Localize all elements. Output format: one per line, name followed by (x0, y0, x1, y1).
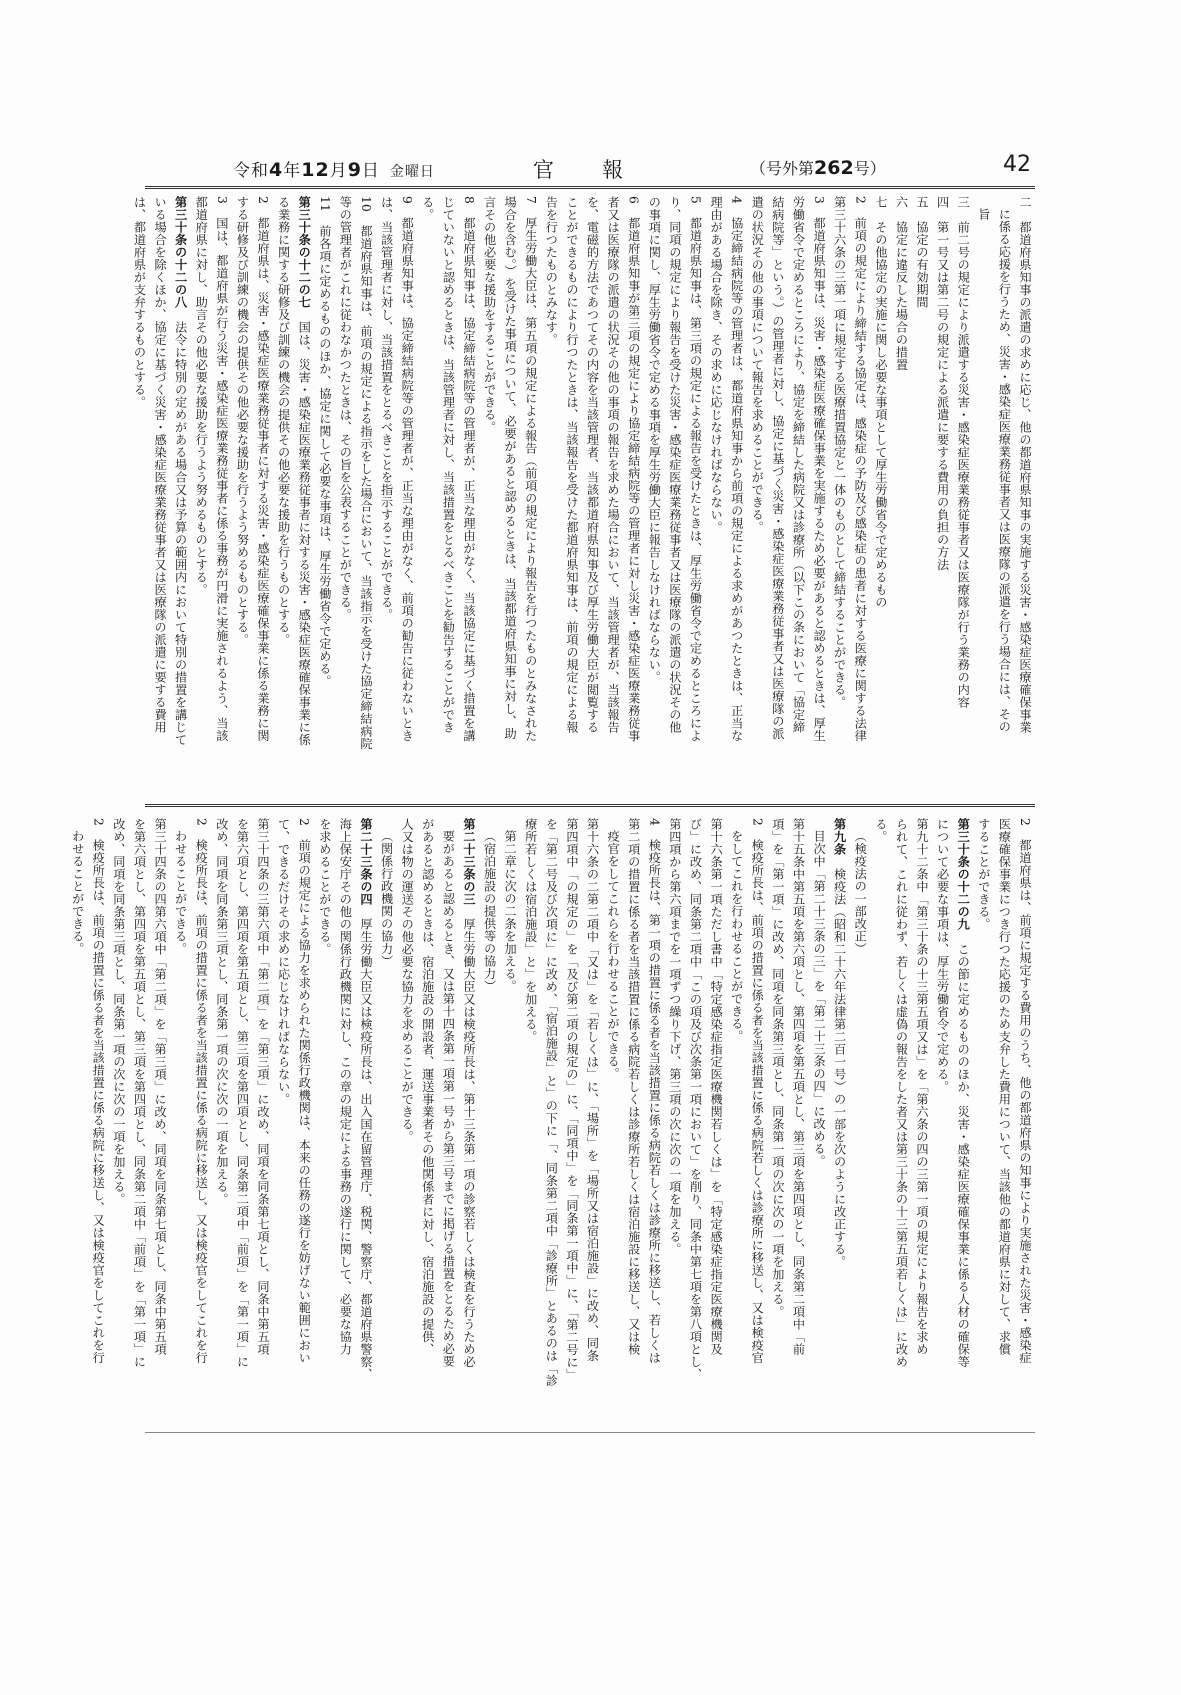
article-heading: 第九条 (832, 818, 847, 856)
text-line: られて、これに従わず、若しくは虚偽の報告をした者又は第三十条の十三第五項若しくは」に改め (894, 818, 909, 1368)
text-line (953, 818, 974, 1428)
text-line: 4 検疫所長は、第一項の措置に係る者を当該措置に係る病院若しくは診療所に移送し、若しくは (647, 818, 662, 1364)
page-header (145, 150, 1035, 189)
article-heading: 第二十三条の四 (359, 818, 373, 906)
text-line: び」に改め、同条第二項中「この項及び次条第一項において」を削り、同条中第七項を第八項とし、 (688, 818, 703, 1381)
text-line: 結病院等」という。）の管理者に対し、協定に基づく災害・感染症医療業務従事者又は医療隊の派 (770, 196, 785, 740)
text-line: を第六項とし、第四項を第五項とし、第三項を第四項とし、同条第二項中「前項」を「第一項」に (132, 818, 147, 1368)
text-line: 2 検疫所長は、前項の措置に係る者を当該措置に係る病院若しくは診療所に移送し、又は検疫官 (750, 818, 765, 1364)
text-line: る業務に関する研修及び訓練の機会の提供その他必要な援助を行うものとする。 (276, 196, 291, 646)
era: 令和 (233, 161, 269, 181)
article-heading: 第二十三条の三 (461, 818, 476, 906)
text-line: 等の管理者がこれに従わなかつたときは、その旨を公表することができる。 (338, 196, 353, 621)
text-line: ことができるものにより行つたときは、当該報告を受けた都道府県知事は、前項の規定による報 (564, 196, 579, 734)
text-line: 第三十四条の四第六項中「第二項」を「第三項」に改め、同項を同条第七項とし、同条中第五項 (153, 818, 168, 1356)
text-line: 2 都道府県は、前項に規定する費用のうち、他の都道府県の知事により実施された災害・感染症 (1018, 818, 1032, 1364)
text-line: 第三十六条の三第一項に規定する医療措置協定と一体のものとして締結することができる。 (832, 196, 847, 709)
text-line: （宿泊施設の提供等の協力） (482, 830, 497, 993)
text-line: 8 都道府県知事は、協定締結病院等の管理者が、正当な理由がなく、当該協定に基づく措置を講 (461, 196, 476, 742)
text-line: 4 協定締結病院等の管理者は、都道府県知事から前項の規定による求めがあつたときは、正当な (729, 196, 744, 742)
text-line: る。 (873, 818, 888, 843)
text-line: することができる。 (976, 818, 991, 931)
text-line: 六 協定に違反した場合の措置 (894, 196, 909, 371)
text-line: 改め、同項を同条第三項とし、同条第一項の次に次の一項を加える。 (111, 818, 126, 1206)
article-text: 厚生労働大臣又は検疫所長は、出入国在留管理庁、税関、警察庁、都道府県警察、 (359, 905, 373, 1381)
text-line: は、都道府県が支弁するものとする。 (132, 196, 147, 409)
article-heading: 第三十条の十二の七 (297, 196, 312, 309)
gazette-page (70, 150, 1035, 1387)
text-line (294, 196, 315, 798)
text-line: 医療確保事業につき行つた応援のため支弁した費用について、当該他の都道府県に対して、求償 (997, 818, 1012, 1356)
page-number: 42 (1003, 152, 1031, 177)
text-line: 項」を「第一項」に改め、同項を同条第三項とし、同条第一項の次に次の一項を加える。 (770, 818, 785, 1318)
text-line: を「第二号及び次項に」に改め、「宿泊施設」と」の下に「、同条第二項中「診療所」とあるのは「診 (544, 818, 559, 1387)
text-line: 疫官をしてこれらを行わせることができる。 (606, 830, 621, 1081)
text-line: 第十五条中第五項を第六項とし、第四項を第五項とし、第三項を第四項とし、同条第二項中「前 (791, 818, 806, 1356)
text-line: があると認めるときは、宿泊施設の開設者、運送事業者その他関係者に対し、宿泊施設の提供、 (420, 818, 435, 1356)
text-line: 2 前項の規定による協力を求められた関係行政機関は、本来の任務の遂行を妨げない範囲におい (297, 818, 312, 1364)
text-line: 11 前各項に定めるもののほか、協定に関して必要な事項は、厚生労働省令で定める。 (317, 196, 332, 688)
upper-text-tier (132, 196, 1035, 798)
text-line: をしてこれを行わせることができる。 (729, 830, 744, 1043)
text-line: じていないと認めるときは、当該管理者に対し、当該措置をとるべきことを勧告することができ (441, 196, 456, 734)
text-line: （関係行政機関の協力） (379, 830, 394, 968)
text-line: 第二項の措置に係る者を当該措置に係る病院若しくは診療所若しくは宿泊施設に移送し、又は検 (626, 818, 641, 1356)
text-line: に係る応援を行うため、災害・感染症医療業務従事者又は医療隊の派遣を行う場合には、その (997, 208, 1012, 734)
text-line: 七 その他協定の実施に関し必要な事項として厚生労働省令で定めるもの (873, 196, 888, 609)
article-text: 厚生労働大臣又は検疫所長は、第十三条第一項の診察若しくは検査を行うため必 (461, 905, 476, 1368)
day-unit: 日 (361, 161, 380, 181)
text-line: り、同項の規定により報告を受けた災害・感染症医療業務従事者又は医療隊の派遣の状況その他 (667, 196, 682, 734)
text-line: は、当該管理者に対し、当該措置をとるべきことを指示することができる。 (379, 196, 394, 621)
text-line: 四 第一号又は第二号の規定による派遣に要する費用の負担の方法 (935, 196, 950, 571)
issue-number-label (750, 156, 886, 179)
issue-date (233, 156, 435, 181)
text-line: 言その他必要な援助をすることができる。 (482, 196, 497, 434)
text-line: 第二章に次の二条を加える。 (503, 830, 518, 993)
text-line: 五 協定の有効期間 (915, 196, 930, 309)
article-text: この節に定めるもののほか、災害・感染症医療確保事業に係る人材の確保等 (956, 930, 971, 1368)
text-line: る。 (420, 196, 435, 221)
text-line: 三 前二号の規定により派遣する災害・感染症医療業務従事者又は医療隊が行う業務の内容 (956, 196, 971, 709)
text-line: する研修及び訓練の機会の提供その他必要な援助を行うよう努めるものとする。 (235, 196, 250, 646)
text-line: いる場合を除くほか、協定に基づく災害・感染症医療業務従事者又は医療隊の派遣に要する費用 (153, 196, 168, 734)
month-unit: 月 (329, 161, 348, 181)
text-line: 9 都道府県知事は、協定締結病院等の管理者が、正当な理由がなく、前項の勧告に従わないとき (400, 196, 415, 742)
month: 12 (301, 159, 330, 181)
text-line: 場合を含む。）を受けた事項について、必要があると認めるときは、当該都道府県知事に対し、助 (503, 196, 518, 740)
text-line: 5 都道府県知事は、第三項の規定による報告を受けたときは、厚生労働省令で定めるところによ (688, 196, 703, 742)
year: 4 (269, 159, 284, 181)
tier-divider (145, 804, 1035, 807)
text-line: 労働省令で定めるところにより、協定を締結した病院又は診療所（以下この条において「協定締 (791, 196, 806, 734)
text-line: 3 国は、都道府県が行う災害・感染症医療業務従事者に係る事務が円滑に実施されるよう、当該 (214, 196, 229, 742)
gazette-title: 官報 (533, 158, 671, 182)
text-line: を、電磁的方法であつてその内容を当該管理者、当該都道府県知事及び厚生労働大臣が閲覧する (585, 196, 600, 734)
day: 9 (347, 159, 362, 181)
text-line: わせることができる。 (70, 830, 85, 956)
article-text: 国は、災害・感染症医療業務従事者に対する災害・感染症医療確保事業に係 (297, 308, 312, 746)
article-heading: 第三十条の十二の九 (956, 818, 971, 931)
text-line: 人又は物の運送その他必要な協力を求めることができる。 (400, 818, 415, 1143)
text-line: わせることができる。 (173, 830, 188, 956)
text-line (170, 196, 191, 798)
text-line: 海上保安庁その他の関係行政機関に対し、この章の規定による事務の遂行に関して、必要な協力 (338, 818, 353, 1356)
issue-prefix: （号外第 (750, 159, 815, 178)
text-line: て、できるだけその求めに応じなければならない。 (276, 818, 291, 1106)
text-line: を第六項とし、第四項を第五項とし、第三項を第四項とし、同条第二項中「前項」を「第一項」に (235, 818, 250, 1368)
article-heading: 第三十条の十二の八 (173, 196, 188, 309)
text-line: 都道府県に対し、助言その他必要な援助を行うよう努めるものとする。 (194, 196, 209, 596)
text-line: 第十六条の二第二項中「又は」を「若しくは」に、「場所」を「場所又は宿泊施設」に改め、同条 (585, 818, 600, 1362)
text-line: 二 都道府県知事の派遣の求めに応じ、他の都道府県知事の実施する災害・感染症医療確保事業 (1018, 196, 1032, 734)
text-line: 第九十二条中「第三十条の十三第五項又は」を「第六条の四の三第一項の規定により報告を求め (915, 818, 930, 1356)
text-line: 目次中「第二十三条の三」を「第二十三条の四」に改める。 (812, 830, 827, 1168)
issue-suffix: 号） (853, 159, 886, 178)
text-line: の事項に関し、厚生労働省令で定める事項を厚生労働大臣に報告しなければならない。 (647, 196, 662, 684)
text-line: を求めることができる。 (317, 818, 332, 956)
text-line: 改め、同項を同条第三項とし、同条第一項の次に次の一項を加える。 (214, 818, 229, 1206)
text-line: 第十六条第一項ただし書中「特定感染症指定医療機関若しくは」を「特定感染症指定医療機関及 (709, 818, 724, 1356)
text-line: 旨 (976, 208, 991, 221)
text-line: 告を行つたものとみなす。 (544, 196, 559, 346)
text-line: 第三十四条の三第六項中「第二項」を「第三項」に改め、同項を同条第七項とし、同条中第五項 (256, 818, 271, 1356)
text-line (355, 818, 376, 1428)
text-line: 7 厚生労働大臣は、第五項の規定による報告（前項の規定により報告を行つたものとみなされた (523, 196, 538, 742)
text-line: （検疫法の一部改正） (853, 830, 868, 956)
issue-number: 262 (814, 157, 854, 179)
text-line: について必要な事項は、厚生労働省令で定める。 (935, 818, 950, 1093)
article-text: 法令に特別の定めがある場合又は予算の範囲内において特別の措置を講じて (173, 308, 188, 746)
text-line: 2 検疫所長は、前項の措置に係る者を当該措置に係る病院に移送し、又は検疫官をしてこれを行 (194, 818, 209, 1364)
text-line (458, 818, 479, 1428)
weekday: 金曜日 (389, 164, 435, 180)
text-line: 2 検疫所長は、前項の措置に係る者を当該措置に係る病院に移送し、又は検疫官をしてこれを行 (91, 818, 106, 1364)
text-line: 第四項中「の規定の」を「及び第二項の規定の」に、「同項中」を「同条第一項中」に、「第二号に」 (564, 818, 579, 1381)
text-line: 3 都道府県知事は、災害・感染症医療確保事業を実施するため必要があると認めるときは、厚生 (812, 196, 827, 742)
bottom-rule (145, 1432, 1035, 1433)
text-line: 2 前項の規定により締結する協定は、感染症の予防及び感染症の患者に対する医療に関する法律 (853, 196, 868, 742)
text-line: 6 都道府県知事が第三項の規定により協定締結病院等の管理者に対し災害・感染症医療業務従事 (626, 196, 641, 742)
text-line: 理由がある場合を除き、その求めに応じなければならない。 (709, 196, 724, 534)
article-text: 検疫法（昭和二十六年法律第二百一号）の一部を次のように改正する。 (832, 855, 847, 1268)
text-line: 第四項から第六項までを一項ずつ繰り下げ、第三項の次に次の一項を加える。 (667, 818, 682, 1256)
text-line: 療所若しくは宿泊施設」と」を加える。 (523, 818, 538, 1043)
text-line: 2 都道府県は、災害・感染症医療業務従事者に対する災害・感染症医療確保事業に係る業務に関 (256, 196, 271, 742)
text-line: 要があると認めるとき、又は第十四条第一項第一号から第三号までに掲げる措置をとるため必要 (441, 830, 456, 1368)
year-unit: 年 (283, 161, 302, 181)
text-line (829, 818, 850, 1428)
text-line: 者又は医療隊の派遣の状況その他の事項の報告を求めた場合において、当該管理者が、当該報告 (606, 196, 621, 734)
text-line: 遣の状況その他の事項について報告を求めることができる。 (750, 196, 765, 534)
lower-text-tier (70, 818, 1035, 1428)
text-line: 10 都道府県知事は、前項の規定による指示をした場合において、当該指示を受けた協定締結病院 (359, 196, 373, 750)
